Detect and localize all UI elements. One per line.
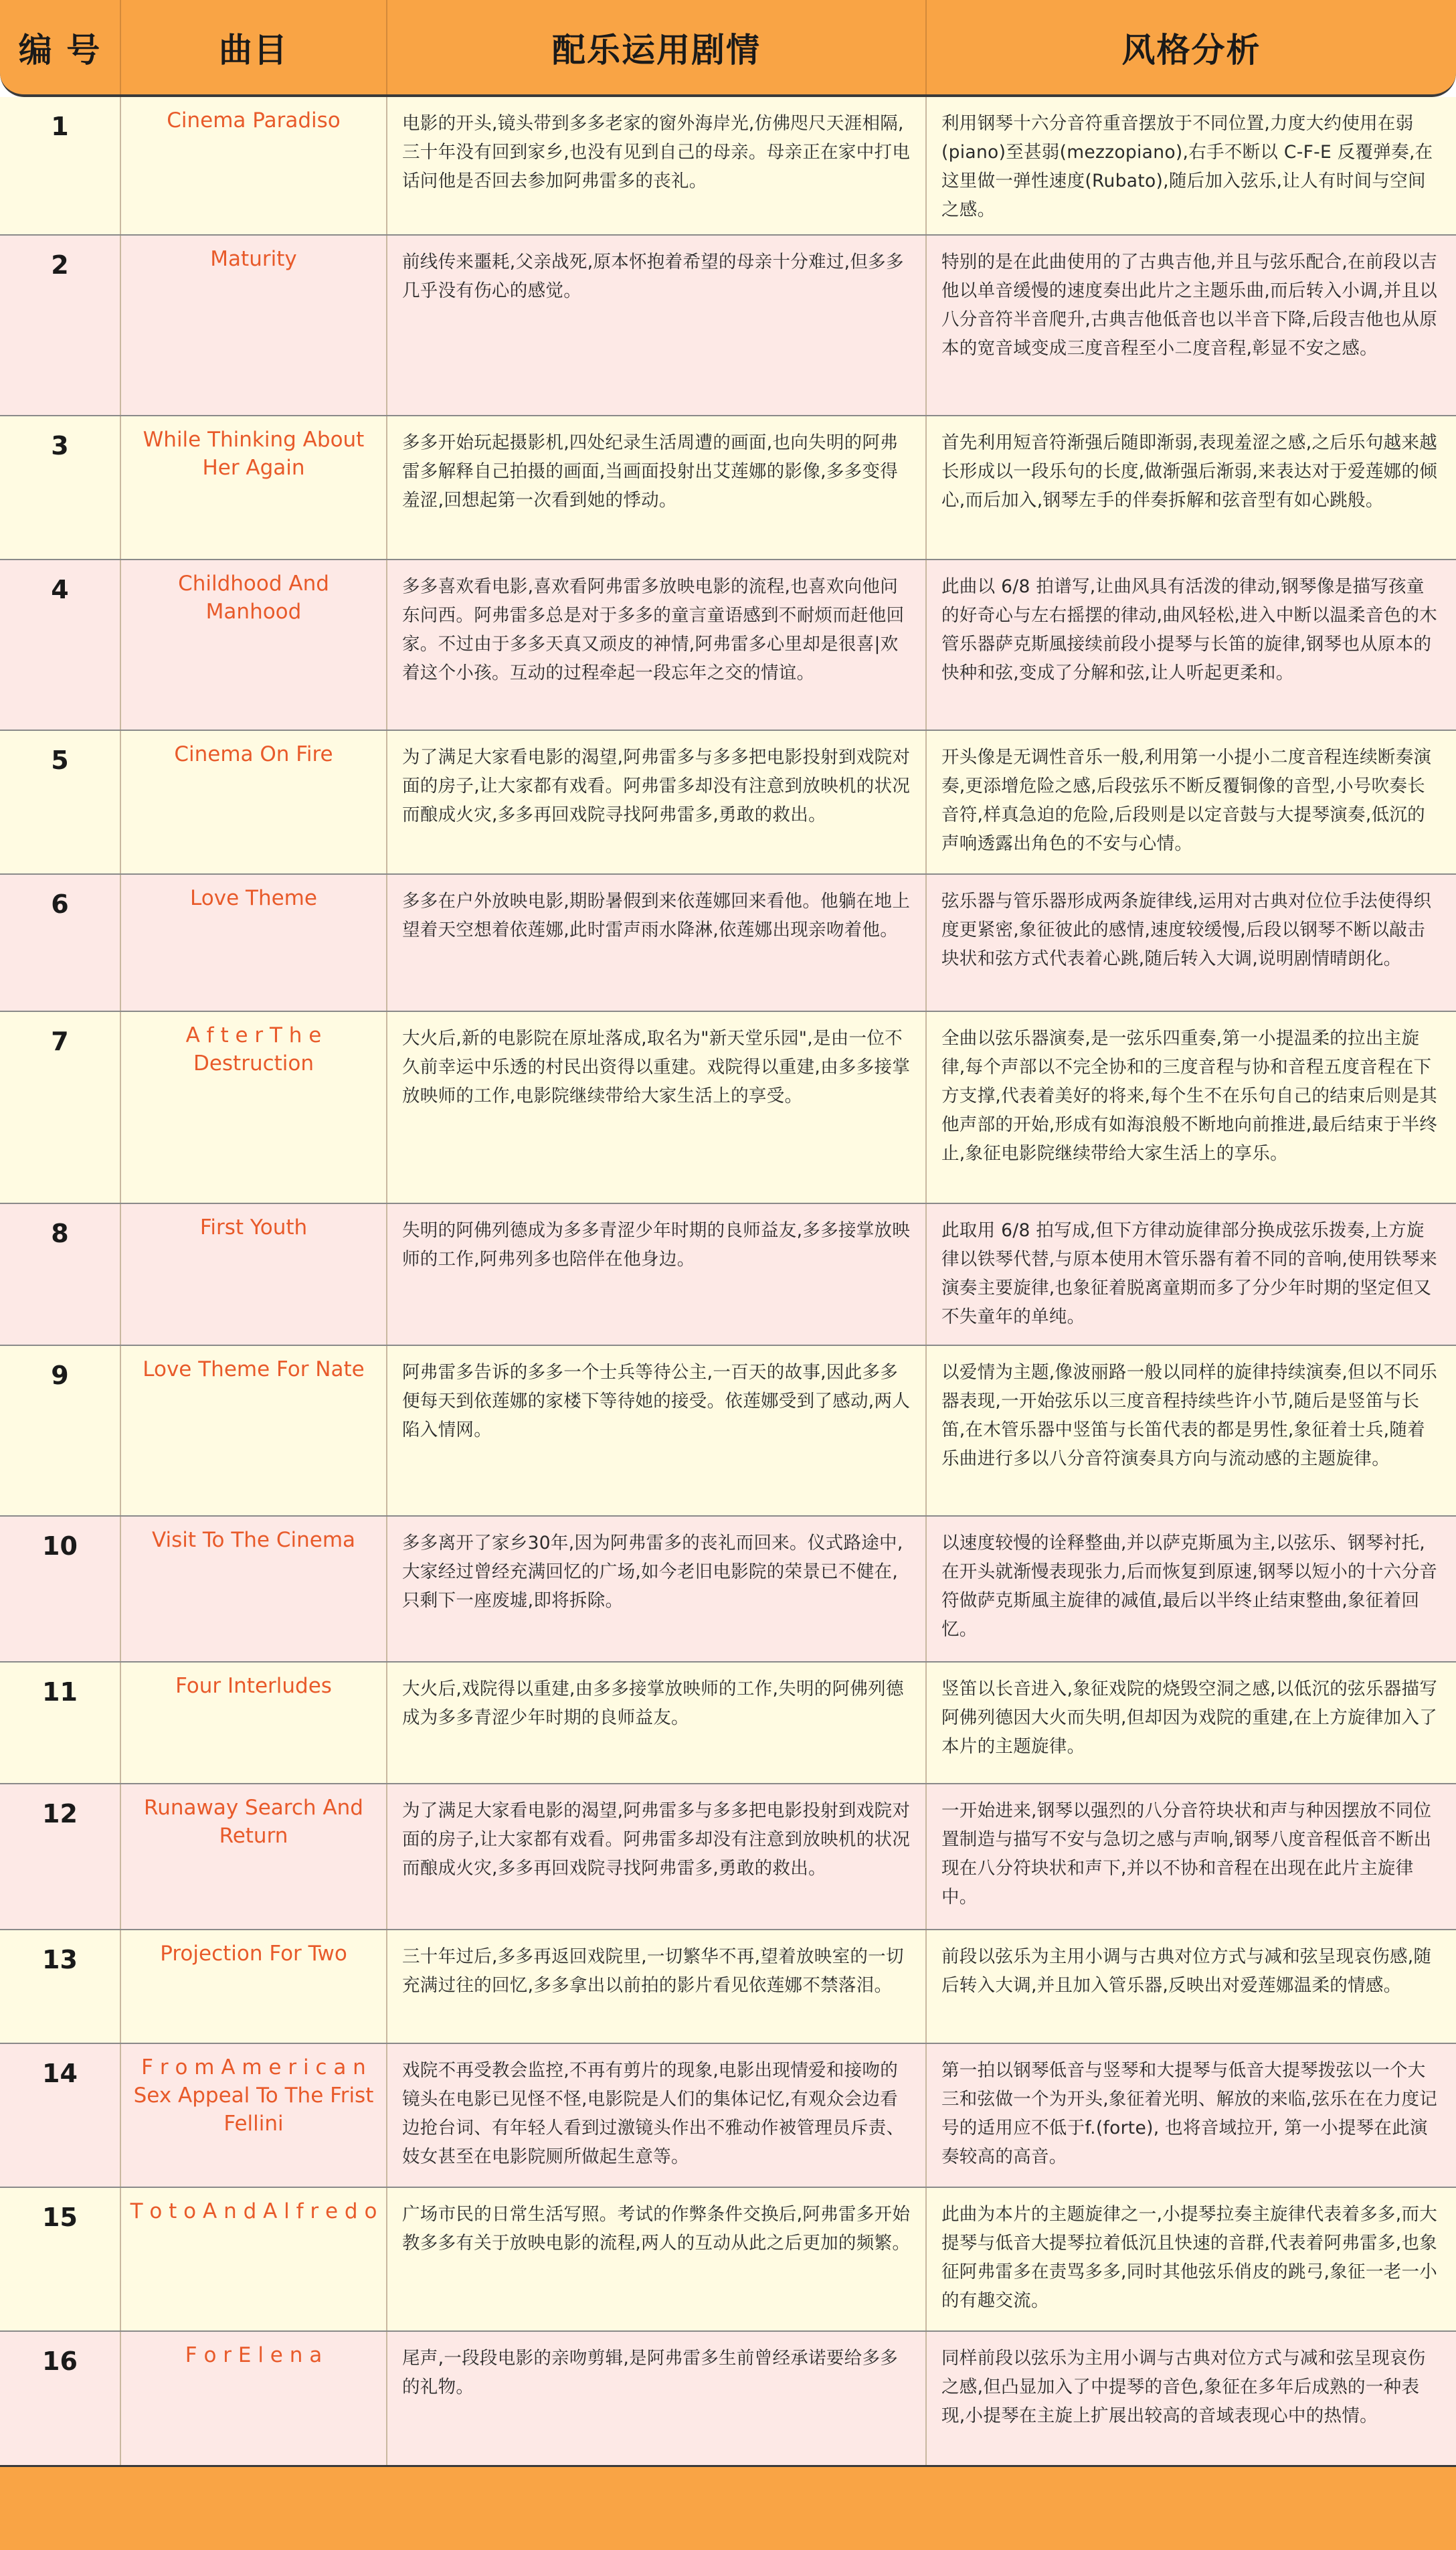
track-title: F o r E l e n a [121, 2332, 387, 2474]
table-row [0, 1346, 1456, 1517]
table-row [0, 2044, 1456, 2188]
table-row [0, 560, 1456, 731]
style-analysis: 利用钢琴十六分音符重音摆放于不同位置,力度大约使用在弱(piano)至甚弱(mezzopiano),右手不断以 C-F-E 反覆弹奏,在这里做一弹性速度(Rubato),随后加入弦乐,让人有时间与空间之感。 [941, 113, 1433, 220]
track-title: Childhood And Manhood [121, 560, 387, 730]
style-analysis: 此曲为本片的主题旋律之一,小提琴拉奏主旋律代表着多多,而大提琴与低音大提琴拉着低沉且快速的音群,代表着阿弗雷多,也象征阿弗雷多在责骂多多,同时其他弦乐俏皮的跳弓,象征一老一小的有趣交流。 [941, 2204, 1438, 2311]
style-analysis: 竖笛以长音进入,象征戏院的烧毁空洞之感,以低沉的弦乐器描写阿佛列德因大火而失明,但却因为戏院的重建,在上方旋律加入了本片的主题旋律。 [941, 1679, 1438, 1757]
track-title: Love Theme [121, 875, 387, 1011]
plot-description: 广场市民的日常生活写照。考试的作弊条件交换后,阿弗雷多开始教多多有关于放映电影的流程,两人的互动从此之后更加的频繁。 [387, 2188, 927, 2330]
plot-description: 大火后,新的电影院在原址落成,取名为"新天堂乐园",是由一位不久前幸运中乐透的村民出资得以重建。戏院得以重建,由多多接掌放映师的工作,电影院继续带给大家生活上的享受。 [387, 1012, 927, 1203]
style-analysis: 第一拍以钢琴低音与竖琴和大提琴与低音大提琴拨弦以一个大三和弦做一个为开头,象征着光明、解放的来临,弦乐在在力度记号的适用应不低于f.(forte), 也将音域拉开, 第一小提琴在此演奏较高的高音。 [941, 2060, 1438, 2167]
table-row [0, 236, 1456, 416]
style-analysis: 全曲以弦乐器演奏,是一弦乐四重奏,第一小提温柔的拉出主旋律,每个声部以不完全协和的三度音程与协和音程五度音程在下方支撑,代表着美好的将来,每个生不在乐句自己的结束后则是其他声部的开始,形成有如海浪般不断地向前推进,最后结束于半终止,象征电影院继续带给大家生活上的享乐。 [941, 1028, 1438, 1164]
table-row [0, 1784, 1456, 1930]
plot-description: 多多开始玩起摄影机,四处纪录生活周遭的画面,也向失明的阿弗雷多解释自己拍摄的画面,当画面投射出艾莲娜的影像,多多变得羞涩,回想起第一次看到她的悸动。 [387, 416, 927, 559]
track-title: Runaway Search And Return [121, 1784, 387, 1929]
style-analysis: 以速度较慢的诠释整曲,并以萨克斯風为主,以弦乐、钢琴衬托,在开头就渐慢表现张力,后而恢复到原速,钢琴以短小的十六分音符做萨克斯風主旋律的减值,最后以半终止结束整曲,象征着回忆。 [941, 1533, 1438, 1640]
track-title: Cinema Paradiso [121, 97, 387, 234]
table-row [0, 731, 1456, 875]
table-row [0, 2332, 1456, 2476]
table-row [0, 1012, 1456, 1204]
track-title: Cinema On Fire [121, 731, 387, 873]
style-analysis: 首先利用短音符渐强后随即渐弱,表现羞涩之感,之后乐句越来越长形成以一段乐句的长度,做渐强后渐弱,来表达对于爱莲娜的倾心,而后加入,钢琴左手的伴奏拆解和弦音型有如心跳般。 [941, 432, 1438, 511]
plot-description: 尾声,一段段电影的亲吻剪辑,是阿弗雷多生前曾经承诺要给多多的礼物。 [387, 2332, 927, 2474]
plot-description: 为了满足大家看电影的渴望,阿弗雷多与多多把电影投射到戏院对面的房子,让大家都有戏看。阿弗雷多却没有注意到放映机的状况而酿成火灾,多多再回戏院寻找阿弗雷多,勇敢的救出。 [387, 1784, 927, 1929]
row-number: 14 [0, 2044, 121, 2187]
style-analysis: 特别的是在此曲使用的了古典吉他,并且与弦乐配合,在前段以吉他以单音缓慢的速度奏出此片之主题乐曲,而后转入小调,并且以八分音符半音爬升,古典吉他低音也以半音下降,后段吉他也从原本的宽音域变成三度音程至小二度音程,彰显不安之感。 [941, 252, 1438, 359]
plot-description: 戏院不再受教会监控,不再有剪片的现象,电影出现情爱和接吻的镜头在电影已见怪不怪,电影院是人们的集体记忆,有观众会边看边抢台词、有年轻人看到过激镜头作出不雅动作被管理员斥责、妓女甚至在电影院厕所做起生意等。 [387, 2044, 927, 2187]
track-title: F r o m A m e r i c a n Sex Appeal To The Frist Fellini [121, 2044, 387, 2187]
row-number: 5 [0, 731, 121, 873]
style-analysis: 弦乐器与管乐器形成两条旋律线,运用对古典对位位手法使得织度更紧密,象征彼此的感情,速度较缓慢,后段以钢琴不断以敲击块状和弦方式代表着心跳,随后转入大调,说明剧情晴朗化。 [941, 891, 1432, 969]
plot-description: 大火后,戏院得以重建,由多多接掌放映师的工作,失明的阿佛列德成为多多青涩少年时期的良师益友。 [387, 1663, 927, 1783]
header-title: 曲目 [121, 0, 387, 94]
table-row [0, 1663, 1456, 1784]
track-title: Four Interludes [121, 1663, 387, 1783]
plot-description: 阿弗雷多告诉的多多一个士兵等待公主,一百天的故事,因此多多便每天到依莲娜的家楼下等待她的接受。依莲娜受到了感动,两人陷入情网。 [387, 1346, 927, 1515]
plot-description: 失明的阿佛列德成为多多青涩少年时期的良师益友,多多接掌放映师的工作,阿弗列多也陪伴在他身边。 [387, 1204, 927, 1345]
row-number: 4 [0, 560, 121, 730]
track-title: Projection For Two [121, 1930, 387, 2043]
plot-description: 为了满足大家看电影的渴望,阿弗雷多与多多把电影投射到戏院对面的房子,让大家都有戏看。阿弗雷多却没有注意到放映机的状况而酿成火灾,多多再回戏院寻找阿弗雷多,勇敢的救出。 [387, 731, 927, 873]
track-title: First Youth [121, 1204, 387, 1345]
row-number: 3 [0, 416, 121, 559]
track-title: T o t o A n d A l f r e d o [121, 2188, 387, 2330]
row-number: 10 [0, 1517, 121, 1661]
plot-description: 多多离开了家乡30年,因为阿弗雷多的丧礼而回来。仪式路途中,大家经过曾经充满回忆的广场,如今老旧电影院的荣景已不健在,只剩下一座废墟,即将拆除。 [387, 1517, 927, 1661]
row-number: 15 [0, 2188, 121, 2330]
plot-description: 多多在户外放映电影,期盼暑假到来依莲娜回来看他。他躺在地上望着天空想着依莲娜,此时雷声雨水降淋,依莲娜出现亲吻着他。 [387, 875, 927, 1011]
table-row [0, 875, 1456, 1012]
header-number: 编 号 [0, 0, 121, 94]
plot-description: 多多喜欢看电影,喜欢看阿弗雷多放映电影的流程,也喜欢向他问东问西。阿弗雷多总是对于多多的童言童语感到不耐烦而赶他回家。不过由于多多天真又顽皮的神情,阿弗雷多心里却是很喜|欢着这个小孩。互动的过程牵起一段忘年之交的情谊。 [387, 560, 927, 730]
track-title: A f t e r T h e Destruction [121, 1012, 387, 1203]
track-title: Love Theme For Nate [121, 1346, 387, 1515]
row-number: 6 [0, 875, 121, 1011]
style-analysis: 前段以弦乐为主用小调与古典对位方式与减和弦呈现哀伤感,随后转入大调,并且加入管乐器,反映出对爱莲娜温柔的情感。 [941, 1946, 1432, 1996]
header-analysis: 风格分析 [1121, 30, 1261, 70]
row-number: 7 [0, 1012, 121, 1203]
table-footer [0, 2465, 1456, 2550]
plot-description: 三十年过后,多多再返回戏院里,一切繁华不再,望着放映室的一切充满过往的回忆,多多拿出以前拍的影片看见依莲娜不禁落泪。 [387, 1930, 927, 2043]
style-analysis: 开头像是无调性音乐一般,利用第一小提小二度音程连续断奏演奏,更添增危险之感,后段弦乐不断反覆铜像的音型,小号吹奏长音符,样真急迫的危险,后段则是以定音鼓与大提琴演奏,低沉的声响透露出角色的不安与心情。 [941, 747, 1432, 854]
row-number: 1 [0, 97, 121, 234]
table-row [0, 1204, 1456, 1346]
row-number: 2 [0, 236, 121, 415]
style-analysis: 以爱情为主题,像波丽路一般以同样的旋律持续演奏,但以不同乐器表现,一开始弦乐以三度音程持续些许小节,随后是竖笛与长笛,在木管乐器中竖笛与长笛代表的都是男性,象征着士兵,随着乐曲进行多以八分音符演奏具方向与流动感的主题旋律。 [941, 1362, 1438, 1469]
table-header [0, 0, 1456, 97]
track-title: Maturity [121, 236, 387, 415]
table-row [0, 1517, 1456, 1663]
table-row [0, 2188, 1456, 2332]
track-title: While Thinking About Her Again [121, 416, 387, 559]
row-number: 8 [0, 1204, 121, 1345]
plot-description: 电影的开头,镜头带到多多老家的窗外海岸光,仿佛咫尺天涯相隔,三十年没有回到家乡,也没有见到自己的母亲。母亲正在家中打电话问他是否回去参加阿弗雷多的丧礼。 [387, 97, 927, 234]
style-analysis: 此取用 6/8 拍写成,但下方律动旋律部分换成弦乐拨奏,上方旋律以铁琴代替,与原本使用木管乐器有着不同的音响,使用铁琴来演奏主要旋律,也象征着脱离童期而多了分少年时期的坚定但又不失童年的单纯。 [941, 1220, 1438, 1327]
plot-description: 前线传来噩耗,父亲战死,原本怀抱着希望的母亲十分难过,但多多几乎没有伤心的感觉。 [387, 236, 927, 415]
table-row [0, 97, 1456, 236]
style-analysis: 一开始进来,钢琴以强烈的八分音符块状和声与种因摆放不同位置制造与描写不安与急切之感与声响,钢琴八度音程低音不断出现在八分符块状和声下,并以不协和音程在出现在此片主旋律中。 [941, 1800, 1432, 1907]
header-plot: 配乐运用剧情 [387, 0, 927, 94]
table-body [0, 97, 1456, 2476]
table-row [0, 416, 1456, 560]
row-number: 11 [0, 1663, 121, 1783]
table-row [0, 1930, 1456, 2044]
style-analysis: 此曲以 6/8 拍谱写,让曲风具有活泼的律动,钢琴像是描写孩童的好奇心与左右摇摆的律动,曲风轻松,进入中断以温柔音色的木管乐器萨克斯風接续前段小提琴与长笛的旋律,钢琴也从原本的快种和弦,变成了分解和弦,让人听起更柔和。 [941, 576, 1438, 683]
style-analysis: 同样前段以弦乐为主用小调与古典对位方式与减和弦呈现哀伤之感,但凸显加入了中提琴的音色,象征在多年后成熟的一种表现,小提琴在主旋上扩展出较高的音域表现心中的热情。 [941, 2348, 1426, 2426]
row-number: 9 [0, 1346, 121, 1515]
track-title: Visit To The Cinema [121, 1517, 387, 1661]
row-number: 13 [0, 1930, 121, 2043]
row-number: 12 [0, 1784, 121, 1929]
row-number: 16 [0, 2332, 121, 2474]
